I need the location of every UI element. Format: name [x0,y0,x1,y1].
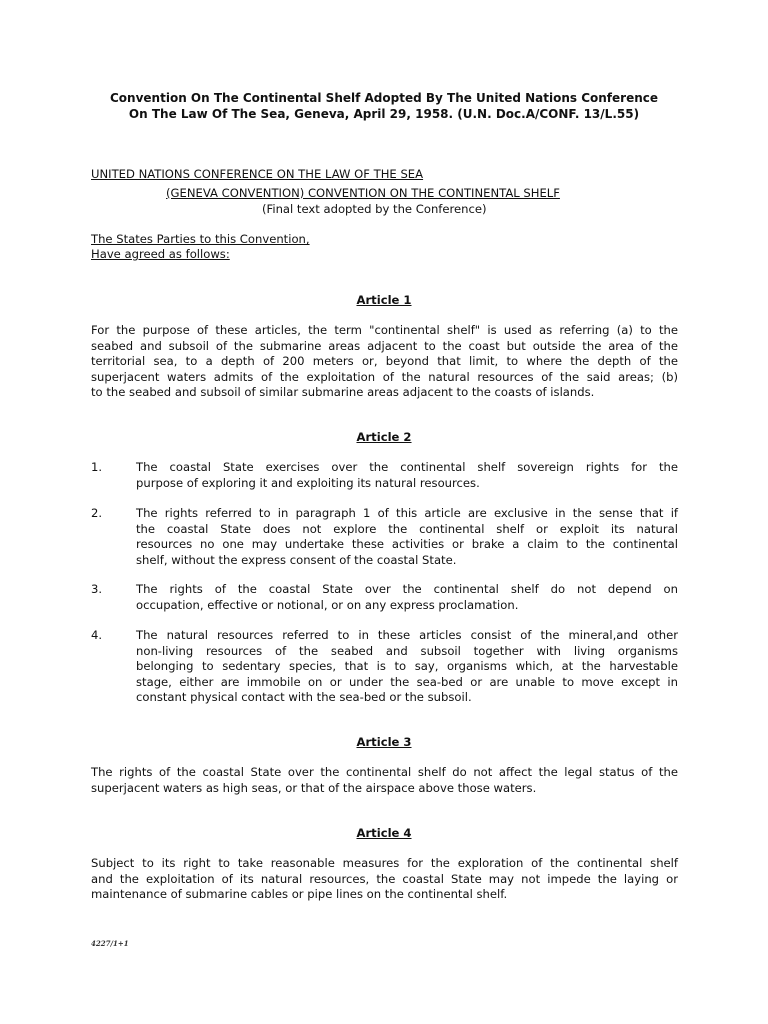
article-2-heading: Article 2 [356,430,412,444]
article-2-item-1-text [136,460,678,491]
preamble-agreed: Have agreed as follows: [91,247,230,261]
paragraph-line: non-living resources of the seabed and subsoil together with living organisms [136,643,678,658]
article-2-item-2-number: 2. [91,506,103,520]
paragraph-line: purpose of exploring it and exploiting its natural resources. [136,475,480,490]
paragraph-line: stage, either are immobile on or under the sea-bed or are unable to move except in [136,674,678,689]
article-1-paragraph [91,323,678,401]
paragraph-line: occupation, effective or notional, or on any express proclamation. [136,597,519,612]
article-4-paragraph [91,856,678,903]
paragraph-line: territorial sea, to a depth of 200 meters or, beyond that limit, to where the depth of the [91,354,678,368]
paragraph-line: shelf, without the express consent of the coastal State. [136,552,457,567]
article-1-heading: Article 1 [356,293,412,307]
paragraph-line: The rights referred to in paragraph 1 of this article are exclusive in the sense that if [136,506,678,520]
article-2-item-1-number: 1. [91,460,103,474]
paragraph-line: superjacent waters admits of the exploitation of the natural resources of the said areas; (b) [91,369,678,384]
preamble-parties: The States Parties to this Convention, [91,232,310,246]
paragraph-line: seabed and subsoil of the submarine areas adjacent to the coast but outside the area of the [91,338,678,353]
paragraph-line: belonging to sedentary species, that is to say, organisms which, at the harvestable [136,659,678,673]
paragraph-line: The rights of the coastal State over the continental shelf do not depend on [136,582,678,596]
paragraph-line: constant physical contact with the sea-bed or the subsoil. [136,690,472,704]
document-title [90,90,678,122]
article-2-item-3-number: 3. [91,582,103,596]
page-code: 4227/1+1 [91,939,129,948]
article-2-item-3-text [136,582,678,613]
article-3-paragraph [91,765,678,796]
paragraph-line: maintenance of submarine cables or pipe lines on the continental shelf. [91,887,508,901]
article-2-item-2-text [136,506,678,568]
document-title-line-1: Convention On The Continental Shelf Adopted By The United Nations Conference [110,91,658,105]
paragraph-line: to the seabed and subsoil of similar submarine areas adjacent to the coasts of islands. [91,385,595,399]
paragraph-line: resources no one may undertake these activities or brake a claim to the continental [136,537,678,551]
paragraph-line: the coastal State does not explore the continental shelf or exploit its natural [136,521,678,536]
paragraph-line: Subject to its right to take reasonable measures for the exploration of the continental shelf [91,856,678,870]
document-title-line-2: On The Law Of The Sea, Geneva, April 29, 1958. (U.N. Doc.A/CONF. 13/L.55) [128,107,640,121]
paragraph-line: The rights of the coastal State over the continental shelf do not affect the legal status of the [91,765,678,779]
paragraph-line: and the exploitation of its natural resources, the coastal State may not impede the laying or [91,871,678,886]
paragraph-line: For the purpose of these articles, the term "continental shelf" is used as referring (a) to the [91,323,678,337]
conference-name: UNITED NATIONS CONFERENCE ON THE LAW OF THE SEA [91,167,424,181]
article-3-heading: Article 3 [356,735,412,749]
paragraph-line: superjacent waters as high seas, or that of the airspace above those waters. [91,780,537,795]
article-4-heading: Article 4 [356,826,412,840]
paragraph-line: The natural resources referred to in these articles consist of the mineral,and other [136,628,678,642]
paragraph-line: The coastal State exercises over the continental shelf sovereign rights for the [136,460,678,474]
article-2-item-4-number: 4. [91,628,103,642]
convention-name: (GENEVA CONVENTION) CONVENTION ON THE CONTINENTAL SHELF [166,186,560,200]
article-2-item-4-text [136,628,678,706]
final-text-note: (Final text adopted by the Conference) [262,202,487,216]
